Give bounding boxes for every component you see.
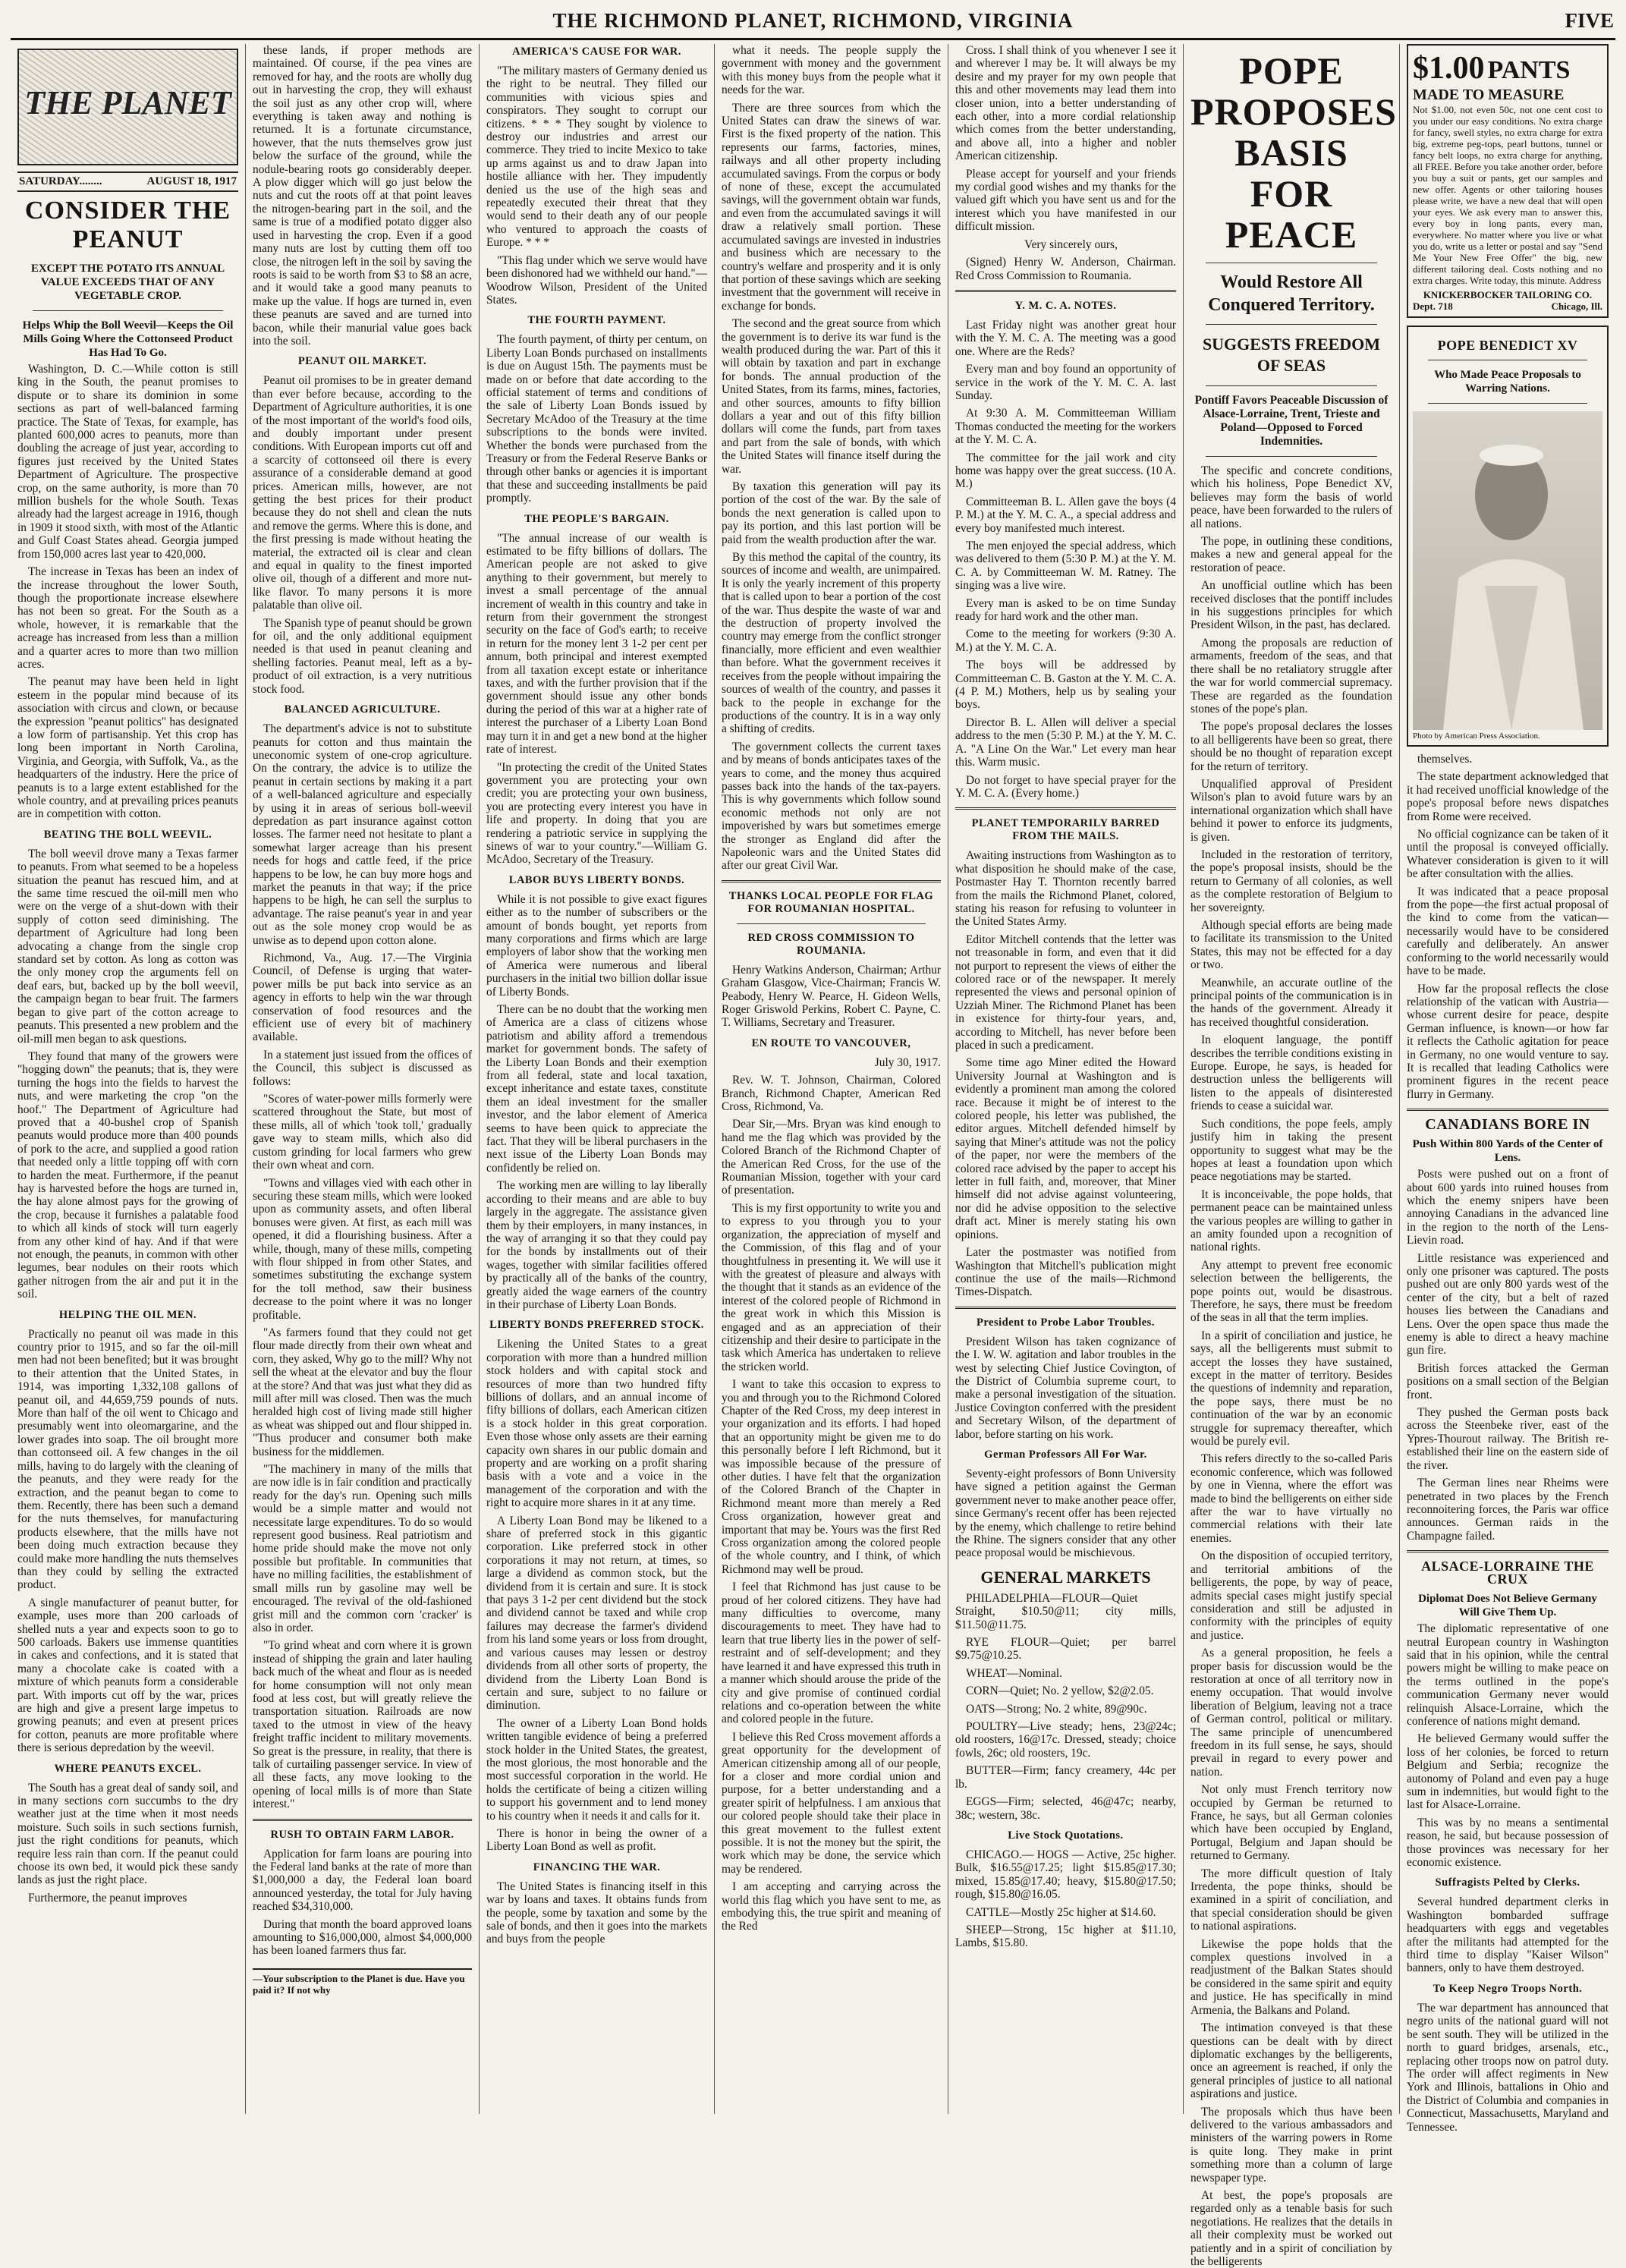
divider [955,290,1176,292]
paragraph: They found that many of the growers were "hogging down" the peanuts; that is, they were turning the hogs into the fields to harvest the nuts, and were marketing the crop "on the hoof." The Department of Agriculture had proved that a 40-bushel crop of Spanish peanuts would produce more than 400 pounds of pork to the acre, and supplied a good ration that needed only a little topping off with corn to harden the meat. Furthermore, if the peanut hay is harvested before the hogs are turned in, the hay alone almost pays for the growing of the crop, because it furnishes a palatable food to which all kinds of stock will turn eagerly from any other kind of hay. And if that were not enough, the peanuts, in common with other legumes, bear nodules on their roots which gather nitrogen from the air and put it in the soil. [17,1049,238,1301]
paragraph: Dear Sir,—Mrs. Bryan was kind enough to hand me the flag which was provided by the Colored Branch of the Richmond Chapter of the American Red Cross, for the use of the Roumanian Mission, together with your card of presentation. [722,1118,941,1197]
paragraph: In eloquent language, the pontiff describes the terrible conditions existing in Europe. Europe, he says, is headed for destruction unless the belligerents will listen to the appeals of disinterested friends to cease a suicidal war. [1190,1033,1392,1113]
paragraph: "As farmers found that they could not get flour made directly from their own wheat and corn, they asked, Why go to the mill? Why not sell the wheat at the elevator and buy the flour at the store? And that was just what they did as mill after mill was closed. Then was the much heralded high cost of living made still higher as wheat was shipped out and flour shipped in. "Thus producer and consumer both make business for the middlemen. [253,1326,472,1458]
paragraph: In a spirit of conciliation and justice, he says, all the belligerents must submit to accept the losses they have sustained, except in the matter of territory. Besides the questions of indemnity and reparation, the pope says, there must be no continuation of the war by an economic struggle for supremacy thereafter, which would be purely evil. [1190,1329,1392,1449]
subhead: German Professors All For War. [984,1448,1147,1461]
paragraph: The working men are willing to lay liberally according to their means and are able to buy largely in the aggregate. The assistance given them by their employers, in many instances, in the way of arranging it so that they could pay for the bonds by installments out of their wages, together with similar facilities offered by practically all of the banks of the country, greatly aided the wage earners of the country in their purchase of Liberty Loan Bonds. [486,1179,707,1311]
ad-address [1413,300,1602,312]
subhead: THE FOURTH PAYMENT. [527,314,666,327]
divider [722,880,941,882]
market-line: POULTRY—Live steady; hens, 23@24c; old roosters, 16@17c. Dressed, steady; choice fowls, 26c; old roosters, 19c. [955,1720,1176,1760]
paragraph: There is honor in being the owner of a Liberty Loan Bond as well as profit. [486,1826,707,1854]
paragraph: Seventy-eight professors of Bonn University have signed a petition against the German government never to make another peace offer, since Germany's recent offer has been rejected by the enemy, which challenge to retire behind the Rhine. The signers consider that any other peace proposal would be mischievous. [955,1467,1176,1560]
subhead: THANKS LOCAL PEOPLE FOR FLAG FOR ROUMANIAN HOSPITAL. [728,889,934,915]
paragraph: Please accept for yourself and your friends my cordial good wishes and my thanks for the valued gift which you have sent us and for the interest which you have manifested in our difficult mission. [955,167,1176,234]
subhead: Suffragists Pelted by Clerks. [1435,1876,1580,1889]
paragraph: It was indicated that a peace proposal from the pope—the first actual proposal of the kind to come from the vatican—necessarily would have to be considered carefully and deliberately. An answer conforming to the world necessarily would have to be made. [1407,885,1609,978]
column-1 [11,44,246,2114]
subhead: PEANUT OIL MARKET. [297,355,427,368]
paragraph: No official cognizance can be taken of it until the proposal is conveyed officially. Whatever consideration is given to it will be after consultation with the allies. [1407,828,1609,881]
column-7 [1400,44,1615,2134]
market-line: SHEEP—Strong, 15c higher at $11.10, Lambs, $15.80. [955,1923,1176,1950]
letter-date: July 30, 1917. [874,1055,941,1069]
subhead: To Keep Negro Troops North. [1433,1982,1583,1995]
subhead: FINANCING THE WAR. [533,1861,661,1873]
paragraph: Included in the restoration of territory, the pope's proposal insists, should be the return to Germany of all colonies, as well as the complete restoration of Belgium to her sovereignty. [1190,848,1392,914]
paragraph: It is inconceivable, the pope holds, that permanent peace can be maintained unless the various peoples are willing to gather in an amity founded upon a recognition of national rights. [1190,1187,1392,1254]
paragraph: "The military masters of Germany denied us the right to be neutral. They filled our communities with vicious spies and conspirators. They sought to corrupt our citizens. * * * They sought by violence to destroy our industries and arrest our commerce. They tried to incite Mexico to take up arms against us and to draw Japan into hostile alliance with her. They impudently denied us the use of the high seas and repeatedly executed their threat that they would send to their death any of our people who ventured to approach the coasts of Europe. * * * [486,64,707,250]
subdeck: Push Within 800 Yards of the Center of Lens. [1412,1138,1603,1165]
paragraph: "Scores of water-power mills formerly were scattered throughout the State, but most of these mills, all of which 'took toll,' gradually gave way to steam mills, which also did custom grinding for local farmers who grew their own wheat and corn. [253,1093,472,1172]
paragraph: The second and the great source from which the government is to derive its war fund is the wealth produced during the war. Part of this it will obtain by taxation and part in exchange for bonds. The annual production of the United States, from its farms, mines, factories, and other sources, amounts to fifty billion dollars a year and out of this fifty billion dollars will come the funds, part from taxes and part from the sale of bonds, with which the United States will finance itself during the war. [722,317,941,476]
paragraph: At 9:30 A. M. Committeeman William Thomas conducted the meeting for the workers at the Y. M. C. A. [955,407,1176,447]
subhead: AMERICA'S CAUSE FOR WAR. [512,46,681,58]
subhead: WHERE PEANUTS EXCEL. [54,1762,202,1775]
paragraph: Some time ago Miner edited the Howard University Journal at Washington and is evidently a prominent man among the colored race. Because it might be of interest to the colored people, his letter was published, the editor argues. Mitchell defended himself by saying that Miner's attitude was not the policy of the paper, nor were the members of the colored race advised by the paper to accept his letter in full faith, and, moreover, that Miner himself did not advise against volunteering, nor did he advise opposition to the selective draft act. Miner is merely stating his own opinions. [955,1056,1176,1241]
market-line: CATTLE—Mostly 25c higher at $14.60. [966,1905,1156,1919]
paragraph: The increase in Texas has been an index of the increase throughout the lower South, though the proportionate increase elsewhere has not been so great. For the South as a whole, however, it is remarkable that the acreage has increased from less than a million and a quarter acres to more than two million acres. [17,565,238,671]
paragraph: The department's advice is not to substitute peanuts for cotton and thus maintain the uneconomic system of one-crop agriculture. On the contrary, the advice is to utilize the peanut in certain sections by making it a part of a well-balanced agriculture and especially by using it in areas of serious boll-weevil depredation as part insurance against cotton losses. The farmer need not hesitate to plant a somewhat larger acreage than his present needs for hogs and cattle feed, if the price happens to be low, he can buy more hogs and market the peanuts in that way; if the price happens to be high, he can sell the surplus to advantage. The raise peanut's year in and year out as the sole money crop would be as unwise as to depend upon cotton alone. [253,722,472,947]
pope-portrait-icon [1413,411,1602,730]
paragraph: Later the postmaster was notified from Washington that Mitchell's publication might continue the use of the mails—Richmond Times-Dispatch. [955,1246,1176,1299]
paragraph: By taxation this generation will pay its portion of the cost of the war. By the sale of bonds the next generation is called upon to pay its portion, and this last portion will be paid from the wealth production after the war. [722,480,941,546]
subhead: BALANCED AGRICULTURE. [284,703,441,716]
column-2 [246,44,480,2114]
paragraph: I feel that Richmond has just cause to be proud of her colored citizens. They have had many difficulties to overcome, many discouragements to meet. They have had to learn that true liberty lies in the power of self-restraint and of self-development; and they have learned it and have expressed this truth in a manner which should arouse the pride of the city and give promise of continued cordial relations and co-operation between the white and colored people in the future. [722,1581,941,1726]
dateline [17,171,238,192]
market-line: EGGS—Firm; selected, 46@47c; nearby, 38c; western, 38c. [955,1795,1176,1822]
paragraph: British forces attacked the German positions on a small section of the Belgian front. [1407,1361,1609,1401]
paragraph: Several hundred department clerks in Washington bombarded suffrage headquarters with eggs and vegetables after the militants had attempted for the third time to display "Kaiser Wilson" banners, only to have them destroyed. [1407,1895,1609,1975]
paragraph: While it is not possible to give exact figures either as to the number of subscribers or the amount of bonds bought, yet reports from many corporations and firms which are large employers of labor show that the working men of America were numerous and liberal purchasers in the initial two billion dollar issue of Liberty Bonds. [486,892,707,999]
paragraph: Committeeman B. L. Allen gave the boys (4 P. M.) at the Y. M. C. A., a special address and every boy manifested much interest. [955,495,1176,535]
planet-logo [17,49,238,165]
column-5 [948,44,1184,2114]
paragraph: The peanut may have been held in light esteem in the popular mind because of its association with circus and clown, or because the expression "peanut politics" has designated a low form of partisanship. Yet this crop has long been important in North Carolina, Virginia, and Georgia, with Suffolk, Va., as the headquarters of the industry. Here the price of peanuts is to a large extent established for the whole country, and at prevailing prices peanuts are in competition with cotton. [17,675,238,821]
ad-pants: PANTS [1487,56,1571,84]
photo-subtitle: Who Made Peace Proposals to Warring Nations. [1434,369,1581,395]
paragraph: Do not forget to have special prayer for the Y. M. C. A. (Every home.) [955,773,1176,800]
subhead: LABOR BUYS LIBERTY BONDS. [508,873,685,886]
paragraph: The boll weevil drove many a Texas farmer to peanuts. From what seemed to be a hopeless situation the peanut has rescued him, and at the same time rescued the oil-mill men who were on the verge of a shut-down with their supply of cotton seed diminishing. The department of Agriculture had long been advocating a change from the single crop standard set by cotton. As long as cotton was the only money crop the arguments fell on deaf ears, but, backed up by the boll weevil, the campaign began to bear fruit. The farmers began to give part of the cotton acreage to peanuts. This presented a new problem and the oil-mill men began to ask questions. [17,847,238,1046]
paragraph: The men enjoyed the special address, which was delivered to them (5:30 P. M.) at the Y. M. C. A. by Committeeman W. M. Ratney. The singing was a live wire. [955,539,1176,593]
column-6 [1184,44,1400,2268]
paragraph: An unofficial outline which has been received discloses that the pontiff includes in his suggestions principles for which President Wilson, in the past, has declared. [1190,579,1392,632]
subdeck-peanut: Helps Whip the Boll Weevil—Keeps the Oil Mills Going Where the Cottonseed Product Has Had To Go. [22,319,234,359]
divider [1407,1109,1609,1111]
paragraph: Come to the meeting for workers (9:30 A. M.) at the Y. M. C. A. [955,628,1176,654]
subhead: Y. M. C. A. NOTES. [1014,299,1117,312]
paragraph: Little resistance was experienced and only one prisoner was captured. The posts pushed out are only 800 yards west of the center of the city, but a belt of razed houses lies between the Canadians and Lens. Over the open space thus made the enemy is able to direct a heavy machine gun fire. [1407,1251,1609,1357]
subhead: ALSACE-LORRAINE THE CRUX [1421,1559,1594,1587]
divider [1206,385,1377,386]
divider [1206,324,1377,325]
paragraph: They pushed the German posts back across the Steenbeke river, east of the Ypres-Thourout railway. The British re-established their line on the eastern side of the river. [1407,1406,1609,1472]
paragraph: Meanwhile, an accurate outline of the principal points of the communication is in the hands of the government. Already it has received thoughtful consideration. [1190,976,1392,1029]
paragraph: The diplomatic representative of one neutral European country in Washington said that in his opinion, while the central powers might be willing to make peace on the terms outlined in the pope's communication Germany never would relinquish Alsace-Lorraine, which the conference of nations might demand. [1407,1622,1609,1728]
paragraph: Any attempt to prevent free economic selection between the belligerents, the pope points out, would be disastrous. Therefore, he says, there must be freedom of the seas in all that the term implies. [1190,1258,1392,1325]
ad-made-to-measure: MADE TO MEASURE [1413,87,1565,103]
paragraph: Although special efforts are being made to facilitate its transmission to the United States, this may not be effected for a day or two. [1190,919,1392,972]
divider [737,923,926,924]
subhead: Live Stock Quotations. [1008,1829,1124,1842]
market-line: PHILADELPHIA—FLOUR—Quiet Straight, $10.50@11; city mills, $11.50@11.75. [955,1591,1176,1631]
paragraph: Richmond, Va., Aug. 17.—The Virginia Council, of Defense is urging that water-power mills be put back into service as an agency in efforts to help win the war through conservation of food resources and the efficient use of every bit of machinery available. [253,952,472,1044]
paragraph: On the disposition of occupied territory, and territorial ambitions of the belligerents, the pope, by way of peace, admits special cases might justify special consideration and still be adjusted in conformity with the principles of equity and justice. [1190,1549,1392,1642]
paragraph: Among the proposals are reduction of armaments, freedom of the seas, and that there shall be no retaliatory struggle after the war for world commercial supremacy. These are regarded as the foundation stones of the pope's plan. [1190,636,1392,716]
paragraph: The intimation conveyed is that these questions can be dealt with by direct diplomatic exchanges by the belligerents, once an agreement is reached, if only the general principles of justice to all national aspirations and justice. [1190,2021,1392,2101]
dateline-date: AUGUST 18, 1917 [146,175,237,187]
market-line: RYE FLOUR—Quiet; per barrel $9.75@10.25. [955,1636,1176,1662]
market-line: BUTTER—Firm; fancy creamery, 44c per lb. [955,1764,1176,1791]
markets-title: GENERAL MARKETS [980,1567,1151,1587]
photo-credit: Photo by American Press Association. [1413,731,1540,741]
paragraph: "The annual increase of our wealth is estimated to be fifty billions of dollars. The American people are not asked to give anything to their government, but merely to invest a small percentage of the annual increment of wealth in this country and take in return from their government the strongest security on the face of God's earth; to receive in return for the money lent 3 1-2 per cent per annum, both principal and interest exempted from all taxation except estate or inheritance taxes, and with the further provision that if the government should issue any other bonds during the period of this war at a higher rate of interest the purchaser of a Liberty Loan Bond may turn it in and get a new bond at the higher rate of interest. [486,531,707,757]
paragraph: This was by no means a sentimental reason, he said, but because possession of those provinces was necessary for her economic existence. [1407,1816,1609,1870]
paragraph: what it needs. The people supply the government with money and the government with this money buys from the people what it needs for the war. [722,44,941,97]
paragraph: During that month the board approved loans amounting to $16,000,000, almost $4,000,000 has been loaned farmers thus far. [253,1917,472,1958]
paragraph: I want to take this occasion to express to you and through you to the Richmond Colored Chapter of the Red Cross, my deep interest in your organization and its efforts. I had hoped that an opportunity might be given me to do this personally before I left Richmond, but it was impossible because of the pressure of other duties. I have felt that the organization of the Colored Branch of the Chapter in Richmond meant more than merely a Red Cross organization, however great and important that may be. Yours was the first Red Cross organization among the colored people of the whole country, and I think, of which Richmond may well be proud. [722,1378,941,1576]
paragraph: The war department has announced that negro units of the national guard will not be sent south. They will be utilized in the north to guard bridges, arsenals, etc., replacing other troops now on patrol duty. The order will affect regiments in New York and Illinois, battalions in Ohio and the District of Columbia and companies in Connecticut, Massachusetts, Maryland and Tennessee. [1407,2001,1609,2134]
paragraph: themselves. [1417,753,1473,766]
paragraph: Every man and boy found an opportunity of service in the work of the Y. M. C. A. last Sunday. [955,363,1176,402]
deck-pope-seas: SUGGESTS FREEDOM OF SEAS [1202,335,1381,375]
subdeck: Diplomat Does Not Believe Germany Will Give Them Up. [1418,1593,1597,1619]
ad-dept: Dept. 718 [1413,300,1453,312]
paragraph: Furthermore, the peanut improves [28,1891,187,1905]
paragraph: The pope's proposal declares the losses to all belligerents have been so great, there should be no thought of reparation except for the return of territory. [1190,720,1392,773]
paragraph: Not only must French territory now occupied by German be returned to France, he says, but all German colonies which have been occupied by England, Portugal, Belgium and Japan should be returned to Germany. [1190,1783,1392,1863]
paragraph: I believe this Red Cross movement affords a great opportunity for the development of American citizenship among all of our people, for a closer and more cordial union and purpose, for a better understanding and a greater spirit of helpfulness. I am anxious that our colored people should take their place in this great movement to the fullest extent possible. It is not the money but the spirit, the work which may be done, the service which may be rendered. [722,1730,941,1876]
paragraph: Every man is asked to be on time Sunday ready for hard work and the other man. [955,596,1176,624]
ad-city: Chicago, Ill. [1551,300,1602,312]
logo-text: THE PLANET [24,84,231,121]
paragraph: The committee for the jail work and city home was happy over the great success. (10 A. M.) [955,451,1176,491]
divider [1428,403,1587,404]
column-4 [715,44,948,2114]
paragraph: The government collects the current taxes and by means of bonds anticipates taxes of the years to come, and the money thus acquired passes back into the hands of the tax-payers. This is why governments which follow sound economic methods not only are not impoverished by wars but sometimes emerge the stronger as England did after the Napoleonic wars and the United States did after our great Civil War. [722,740,941,873]
paragraph: The South has a great deal of sandy soil, and in many sections corn succumbs to the dry weather just at the time when it most needs moisture. Such soils in such sections furnish, just the right conditions for peanuts, which require less rain than corn. If the peanut could choose its own bed, it would pick these sandy lands as just the right place. [17,1781,238,1887]
paragraph: Application for farm loans are pouring into the Federal land banks at the rate of more than $1,000,000 a day, the Federal loan board announced yesterday, the total for July having reached $34,310,000. [253,1847,472,1914]
paragraph: The boys will be addressed by Committeeman C. B. Gaston at the Y. M. C. A. (4 P. M.) Mothers, help us by sealing your boys. [955,659,1176,712]
paragraph: The fourth payment, of thirty per centum, on Liberty Loan Bonds purchased on installments is due on August 15th. The payments must be made on or before that date according to the official statement of terms and conditions of the sale of Liberty Loan Bonds issued by Secretary McAdoo of the Treasury at the time subscriptions to the bonds were invited. Whether the bonds were purchased from the Treasury or from the Federal Reserve Banks or through other banks or agencies it is important that these and succeeding installments be paid promptly. [486,333,707,505]
market-line: CHICAGO.— HOGS — Active, 25c higher. Bulk, $16.55@17.25; light $15.85@17.30; mixed, 15.85@17.40; heavy, $15.80@17.50; rough, $15.80@16.05. [955,1848,1176,1902]
market-line: OATS—Strong; No. 2 white, 89@90c. [966,1702,1147,1716]
paragraph: A Liberty Loan Bond may be likened to a share of preferred stock in this gigantic corporation. Like preferred stock in other corporations it may not return, at times, so large a dividend as common stock, but the dividend from it is certain and sure. It is stock that pays 3 1-2 per cent dividend but the stock and dividend cannot be taxed and while crop failures may decrease the farmer's dividend from his land some years or loss from drought, and various causes may lessen or destroy dividends from all other sorts of property, the dividend from the Liberty Loan Bond is certain and sure, subject to no failure or diminution. [486,1514,707,1713]
subhead: HELPING THE OIL MEN. [58,1308,197,1321]
paragraph: The United States is financing itself in this war by loans and taxes. It obtains funds from the people, some by taxation and some by the sale of bonds, and then it goes into the markets and buys from the people [486,1880,707,1946]
paragraph: The owner of a Liberty Loan Bond holds written tangible evidence of being a preferred stock holder in the United States, the greatest, the most glorious, the most honorable and the most successful corporation in the world. He holds the certificate of being a citizen willing to support his government and to lend money to his country when it needs it and calls for it. [486,1716,707,1823]
column-3 [480,44,715,2114]
paragraph: There are three sources from which the United States can draw the sinews of war. First is the fixed property of the nation. This represents our farms, factories, mines, railways and all other property including accumulated savings. From the corpus or body of none of these, except the accumulated savings, will the government obtain war funds, and even from the accumulated savings it will draw a relatively small portion. These accumulated savings are invested in industries and business which are necessary to the country's welfare and prosperity and it is only that portion of these savings which are seeking investment that the government will receive in exchange for bonds. [722,101,941,313]
pants-advertisement [1407,44,1609,318]
divider [253,1819,472,1821]
paragraph: Awaiting instructions from Washington as to what disposition he should make of the case, Postmaster Hay T. Thornton recently barred from the mails the Richmond Planet, colored, stating his reason for refusing to volunteer in the United States Army. [955,849,1176,929]
paragraph: The state department acknowledged that it had received unofficial knowledge of the pope's proposal before news dispatches from Rome were received. [1407,770,1609,823]
subhead: RUSH TO OBTAIN FARM LABOR. [270,1828,454,1841]
paragraph: The Spanish type of peanut should be grown for oil, and the only additional equipment needed is that used in peanut cleaning and shelling factories. Peanut meal, left as a by-product of oil extraction, is a very nutritious stock food. [253,616,472,696]
divider [1206,456,1377,457]
deck-peanut: EXCEPT THE POTATO ITS ANNUAL VALUE EXCEEDS THAT OF ANY VEGETABLE CROP. [30,263,225,302]
ad-company: KNICKERBOCKER TAILORING CO. [1423,289,1593,300]
subscription-notice: —Your subscription to the Planet is due. Have you paid it? If not why [253,1968,472,1996]
subhead: President to Probe Labor Troubles. [977,1316,1155,1329]
paragraph: How far the proposal reflects the close relationship of the vatican with Austria—whose current desire for peace, despite German influence, is known—or how far it reflects the Catholic agitation for peace in Germany, no one would venture to say. It is recalled that leading Catholics were prominent figures in the recent peace flurry in Germany. [1407,982,1609,1101]
signature: (Signed) Henry W. Anderson, Chairman. Red Cross Commission to Roumania. [955,256,1176,282]
paragraph: The German lines near Rheims were penetrated in two places by the French reconnoitering forces, the Paris war office announces. German raids in the Champagne failed. [1407,1477,1609,1543]
dateline-day: SATURDAY........ [19,175,102,187]
headline-pope: POPE PROPOSES BASIS FOR PEACE [1190,49,1397,256]
subhead: PLANET TEMPORARILY BARRED FROM THE MAILS. [971,817,1160,843]
paragraph: At best, the pope's proposals are regarded only as a tenable basis for such negotiations. He realizes that the details in all their complexity must be worked out patiently and in a spirit of conciliation by the belligerents [1190,2188,1392,2268]
paragraph: Last Friday night was another great hour with the Y. M. C. A. The meeting was a good one. Where are the Reds? [955,318,1176,358]
deck-pope-sub: Pontiff Favors Peaceable Discussion of Alsace-Lorraine, Trent, Trieste and Poland—Opposed to Forced Indemnities. [1194,394,1389,448]
pope-portrait-image [1413,411,1602,730]
divider [1407,1550,1609,1552]
ad-price: $1.00 [1413,51,1485,86]
pope-photo-box [1407,326,1609,747]
masthead [11,8,1615,40]
paragraph: In a statement just issued from the offices of the Council, this subject is discussed as follows: [253,1048,472,1088]
photo-title: POPE BENEDICT XV [1437,338,1578,353]
paragraph: Such conditions, the pope feels, amply justify him in taking the present opportunity to suggest what may be the hopes at least a foundation upon which peace negotiations may be started. [1190,1117,1392,1184]
paragraph: Likewise the pope holds that the complex questions involved in a readjustment of the Balkan States should be considered in the same spirit and equity and justice. He has specifically in mind Armenia, the Balkans and Poland. [1190,1937,1392,2017]
paragraph: I am accepting and carrying across the world this flag which you have sent to me, as embodying this, the true spirit and meaning of the Red [722,1880,941,1933]
paragraph: "Towns and villages vied with each other in securing these steam mills, which were looked upon as community assets, and often liberal bonuses were given. At first, as each mill was opened, it did a flourishing business. After a while, though, many of these mills, competing with flour shipped in from other States, and sometimes substituting the exchange system for the toll method, saw their business decrease to the point where it was no longer profitable. [253,1176,472,1322]
paragraph: Director B. L. Allen will deliver a special address to the men (5:30 P. M.) at the Y. M. C. A. "A Line On the War." Let every man hear this. Warm music. [955,716,1176,769]
ad-body: Not $1.00, not even 50c, not one cent cost to you under our easy conditions. No extra charge for fancy, swell styles, no extra charge for extra big, extreme peg-tops, pearl buttons, tunnel or fancy belt loops, no extra charge for anything, all FREE. Before you take another order, before you buy a suit or pants, get our samples and new offer. Agents or other tailoring houses please write, we have a new deal that will open your eyes. We ask every man to answer this, every boy in long pants, every man, everywhere. No matter where you live or what you do, write us a letter or postal and say "Send Me Your New Free Offer" the big, new different tailoring deal. Costs nothing and no extra charges. Write today, this minute. Address [1413,104,1602,286]
divider [955,807,1176,810]
paragraph: Unqualified approval of President Wilson's plan to avoid future wars by an international organization which shall have behind it power to enforce its judgments, is given. [1190,777,1392,844]
divider [33,310,223,311]
paragraph: A single manufacturer of peanut butter, for example, uses more than 200 carloads of shelled nuts a year and expects soon to go to 500 carloads. Bakers use immense quantities in cakes and confections, and it is stated that many a chocolate cake is coated with a mixture of which peanuts form a considerable part. With imports cut off by the war, prices are high and give a present large impetus to growing peanuts; and even at present prices for cotton, peanuts are more profitable where there is serious depredation by the weevil. [17,1596,238,1755]
subhead: CANADIANS BORE IN [1425,1116,1590,1134]
subhead: EN ROUTE TO VANCOUVER, [751,1036,911,1049]
paragraph: "To grind wheat and corn where it is grown instead of shipping the grain and later hauling back much of the wheat and flour as is needed for home consumption will not only mean food at less cost, but will greatly relieve the transportation situation. Railroads are now taxed to the utmost in view of the heavy freight traffic incident to military movements. So great is the pressure, in reality, that there is talk of curtailing passenger service. In view of all these facts, any move looking to the opening of local mills is of more than State interest." [253,1639,472,1811]
paragraph: Practically no peanut oil was made in this country prior to 1915, and so far the oil-mill men had not been benefited; but it was brought to their attention that the United States, in 1914, was importing 1,332,108 gallons of peanut oil, and 44,659,759 pounds of nuts. More than half of the oil went to Chicago and presumably went into oleomargarine, and the lower grades into soap. The oil brought more than cottonseed oil. A few changes in the oil mills, having to do largely with the cleaning of the peanuts, and they were ready for the extraction, and the peanut began to come to them. Recently, there has been such a demand for the nuts themselves, for manufacturing products elsewhere, that the mills have not been doing much extraction because they could make more handling the nuts themselves than they could by selling the extracted product. [17,1327,238,1592]
paragraph: He believed Germany would suffer the loss of her colonies, be forced to return Belgium and Serbia; recognize the autonomy of Poland and even pay a huge sum in indemnities, but would fight to the last for Alsace-Lorraine. [1407,1732,1609,1812]
market-line: WHEAT—Nominal. [966,1666,1062,1680]
paragraph: The more difficult question of Italy Irredenta, the pope thinks, should be examined in a spirit of conciliation, and that special consideration should be given to national aspirations. [1190,1867,1392,1933]
subhead: RED CROSS COMMISSION TO ROUMANIA. [747,931,915,957]
paragraph: The proposals which thus have been delivered to the various ambassadors and ministers of the warring powers in Rome is quite long. They make in print something more than a column of large newspaper type. [1190,2105,1392,2185]
paragraph: Cross. I shall think of you whenever I see it and wherever I may be. It will always be my desire and my prayer for my own people that this and other movements may lead them into closer union, into a better understanding of each other, into a more cordial relationship which comes from the better understanding, and above all, into a higher and nobler American citizenship. [955,44,1176,163]
divider [955,1307,1176,1309]
subhead: LIBERTY BONDS PREFERRED STOCK. [489,1319,704,1332]
headline-peanut: CONSIDER THE PEANUT [24,197,231,253]
paragraph: Very sincerely ours, [1024,237,1118,251]
page-number: FIVE [1565,9,1614,32]
paragraph: The pope, in outlining these conditions, makes a new and general appeal for the restoration of peace. [1190,535,1392,574]
paragraph: "The machinery in many of the mills that are now idle is in fair condition and practically ready for the day's run. Opening such mills would be a simple matter and would not necessitate large expenditures. To do so would represent good business. Real patriotism and home pride should make the move not only possible but profitable. In communities that have no milling facilities, the establishment of small mills run by gasoline may well be encouraged. The revival of the old-fashioned grist mill and the common corn 'cracker' is also in order. [253,1463,472,1634]
deck-pope: Would Restore All Conquered Territory. [1208,272,1375,315]
paragraph: This is my first opportunity to write you and to express to you through you to your organization, the appreciation of myself and the Commission, of this flag and of your thoughtfulness in presenting it. We will use it with the greatest of pleasure and always with the thought that it stands as an evidence of the interest of the colored people of Richmond in the great work in which this Mission is engaged and as an appreciation of their citizenship and their desire to participate in the task which America has undertaken to relieve the stricken world. [722,1201,941,1373]
subhead: THE PEOPLE'S BARGAIN. [524,512,669,525]
market-line: CORN—Quiet; No. 2 yellow, $2@2.05. [966,1684,1154,1698]
paragraph: "In protecting the credit of the United States government you are protecting your own credit; you are protecting your own business, you are protecting every interest you have in life and property. In doing that you are rendering a patriotic service in supplying the sinews of war to your country."—William G. McAdoo, Secretary of the Treasury. [486,760,707,867]
paragraph: Peanut oil promises to be in greater demand than ever before because, according to the Department of Agriculture authorities, it is one of the most important of the world's food oils, and doubly important under present conditions. With European imports cut off and a scarcity of cottonseed oil there is every assurance of a considerable demand at good prices. American mills, however, are not getting the best prices for their product because they do not shell and clean the nuts and remove the germs. Where this is done, and the first pressing is made without heating the material, the extracted oil is clear and clean and equal in quality to the finest imported olive oil, though of a different and more nut-like flavor. To many persons it is more palatable than olive oil. [253,374,472,612]
paragraph: "This flag under which we serve would have been dishonored had we withheld our hand."—Woodrow Wilson, President of the United States. [486,253,707,307]
paragraph: By this method the capital of the country, its sources of income and wealth, are unimpaired. It is only the yearly increment of this property that is called upon to bear a portion of the cost of the war. Thus despite the waste of war and the destruction of property involved the country may emerge from the conflict stronger financially, more efficient and even wealthier than before. What the government receives it receives from the people without impairing the sources of wealth of the country, and passes it back to the people in exchange for the productions of the country. It is in a way only a shifting of credits. [722,551,941,736]
paragraph: The specific and concrete conditions, which his holiness, Pope Benedict XV, believes may form the basis of world peace, have been forwarded to the rulers of all nations. [1190,464,1392,530]
paragraph: Rev. W. T. Johnson, Chairman, Colored Branch, Richmond Chapter, American Red Cross, Richmond, Va. [722,1074,941,1114]
paragraph: Editor Mitchell contends that the letter was not treasonable in form, and even that it did not purport to represent the views of either the colored race or of the newspaper. It merely represented the views and personal opinion of Uzziah Miner. The Richmond Planet has been in existence for thirty-four years, and, according to Mitchell, has never before been placed in such a predicament. [955,933,1176,1052]
subhead: BEATING THE BOLL WEEVIL. [43,828,212,841]
paragraph: As a general proposition, he feels a proper basis for discussion would be the restoration at once of all territory now in enemy occupation. That would involve liberation of Belgium, leaving not a trace of German control, political or military. The same principle of unencumbered freedom in its full sense, he says, should prevail in regard to every power and nation. [1190,1647,1392,1779]
paragraph: President Wilson has taken cognizance of the I. W. W. agitation and labor troubles in the west by selecting Chief Justice Covington, of the District of Columbia supreme court, to make a personal investigation of the situation. Justice Covington conferred with the president and Secretary Wilson, of the department of labor, before starting on his work. [955,1335,1176,1441]
paragraph: Henry Watkins Anderson, Chairman; Arthur Graham Glasgow, Vice-Chairman; Francis W. Peabody, Henry W. Pearce, H. Gideon Wells, Roger Griswold Perkins, Robert C. Payne, C. T. Williams, Secretary and Treasurer. [722,963,941,1030]
paragraph: Likening the United States to a great corporation with more than a hundred million stock holders and with capital stock and resources of more than two hundred fifty billions of dollars, and an annual income of fifty billions of dollars, each American citizen is a stock holder in this great corporation. Even those whose only assets are their earning capacity own shares in our public domain and property and are working on a profit sharing basis with a vote and a voice in the management of the corporation and with the right to acquire more shares in it at any time. [486,1338,707,1510]
paragraph: these lands, if proper methods are maintained. Of course, if the pea vines are removed for hay, and the roots are wholly dug out in harvesting the crop, they will exhaust the soil just as any other crop will, where everything is taken away and nothing is returned. It is a fortunate circumstance, however, that the nuts themselves grow just below the surface of the ground, while the nodule-bearing roots go considerably deeper. A plow digger which will go just below the nuts and cut the roots off at that point leaves the nitrogen-bearing part in the soil, and the same is true of a modified potato digger also used in harvesting the crop. Even if a good many nuts are lost by cutting them off too close, the nitrogen left in the soil by saving the roots is said to be worth from $3 to $8 an acre, and it would take a good many peanuts to make up the value. If hogs are turned in, even these peanuts are saved and are turned into bacon, while their manurial value goes back into the soil. [253,44,472,348]
newspaper-title: THE RICHMOND PLANET, RICHMOND, VIRGINIA [552,9,1074,32]
paragraph: Posts were pushed out on a front of about 600 yards into ruined houses from which the enemy snipers have been annoying Canadians in the advanced line in the region to the north of the Lens-Lievin road. [1407,1168,1609,1247]
paragraph: This refers directly to the so-called Paris economic conference, which was followed by one in Vienna, where the effort was made to bind the belligerents on either side after the war to have virtually no commercial relations with their late enemies. [1190,1452,1392,1545]
paragraph: Washington, D. C.—While cotton is still king in the South, the peanut promises to dispute or to share its dominion in some sections as part of well-balanced farming practice. The State of Texas, for example, has planted 600,000 acres to peanuts, more than doubling the acreage of just year, according to figures just received by the United States Department of Agriculture. The prospective crop, on the same authority, is more than 70 million bushels for the whole South. Texas already had the largest acreage in 1916, though in 1909 it stood sixth, with most of the Atlantic and Gulf Coast States ahead. Georgia jumped from 150,000 acres last year to 420,000. [17,363,238,561]
paragraph: There can be no doubt that the working men of America are a class of citizens whose patriotism and ability afford a tremendous market for government bonds. The safety of the Liberty Loan Bonds and their exemption from all federal, state and local taxation, except inheritance and estate taxes, constitute them an ideal investment for the smaller investor, and the labor element of America seems to have been quick to appreciate the fact. That they will be liberal purchasers in the next issue of the Liberty Loan Bonds may confidently be relied on. [486,1003,707,1175]
